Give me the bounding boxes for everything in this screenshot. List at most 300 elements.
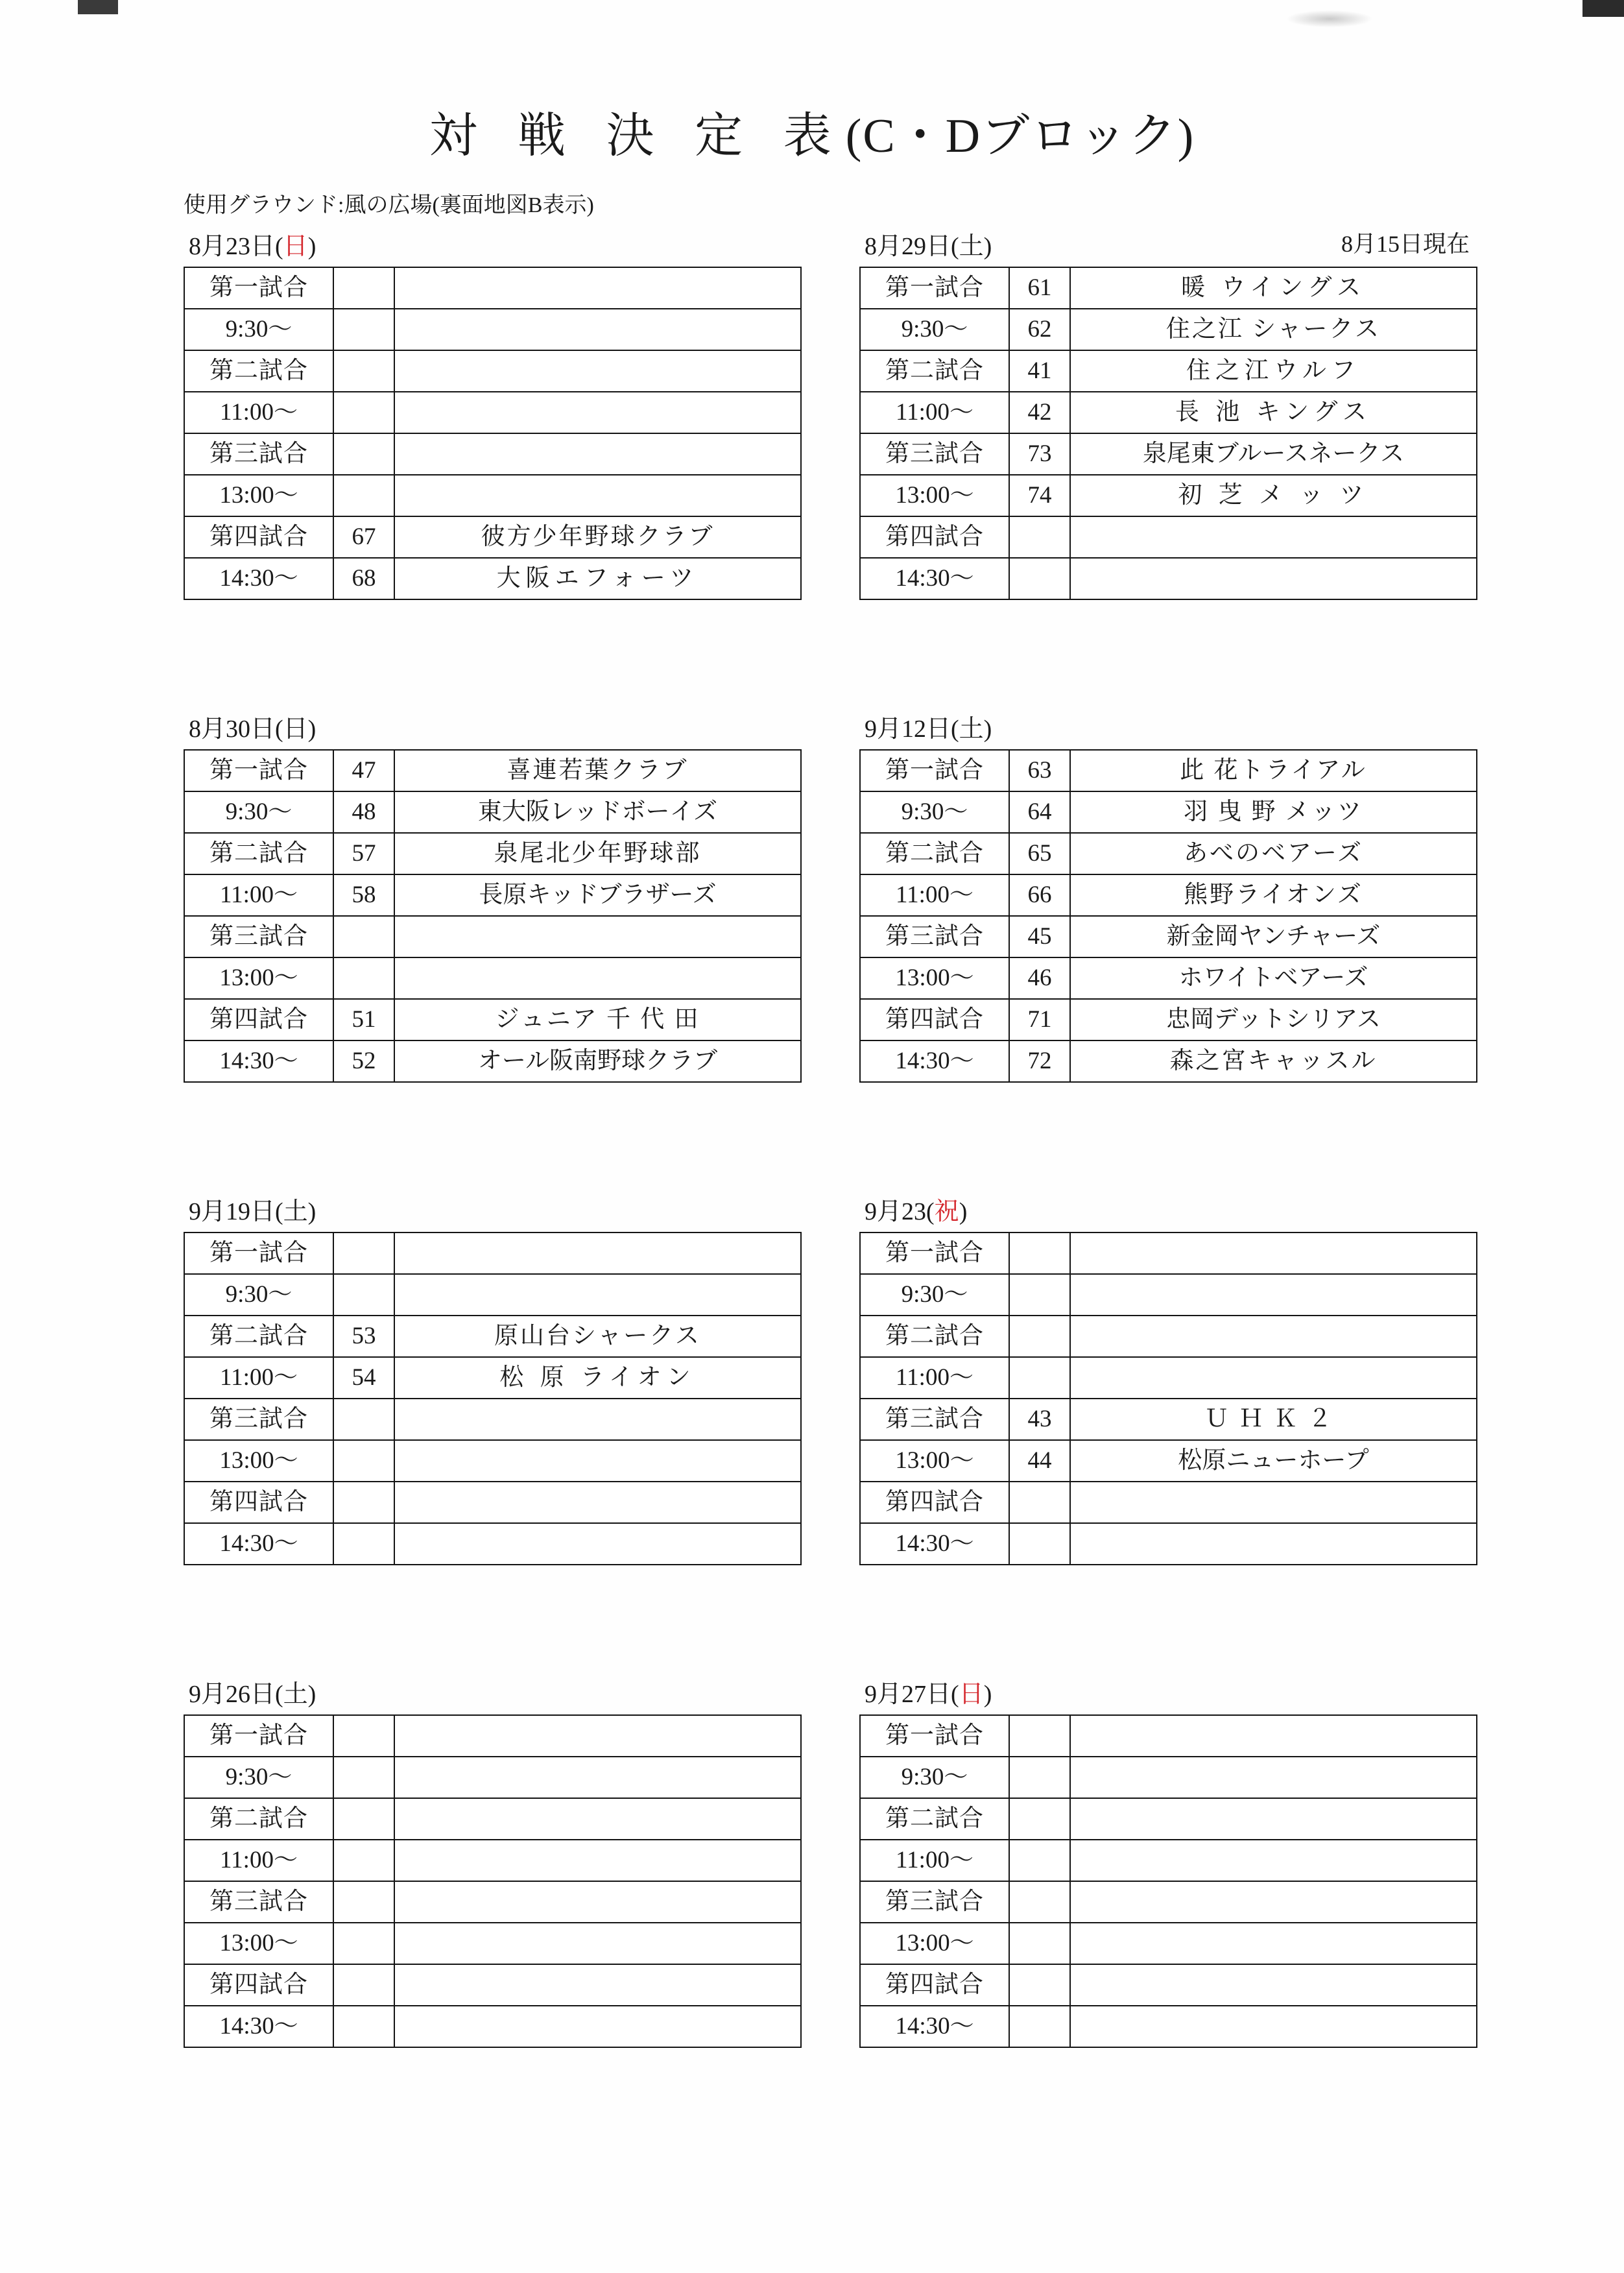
team-number-cell (1009, 1840, 1070, 1881)
table-row (184, 350, 801, 392)
team-number-cell: 65 (1009, 833, 1070, 874)
schedule-table (859, 1714, 1477, 2048)
team-number-cell: 64 (1009, 791, 1070, 833)
team-name-cell (1070, 1357, 1477, 1399)
table-row (860, 475, 1477, 516)
table-row (184, 392, 801, 433)
block-date-text: 8月30日 (189, 716, 276, 743)
slot-label-cell: 第二試合 (184, 1316, 333, 1357)
team-name-cell (394, 1482, 801, 1523)
table-row (184, 1964, 801, 2006)
team-name-cell (1070, 1274, 1477, 1316)
table-row (860, 1274, 1477, 1316)
team-name-cell (1070, 1482, 1477, 1523)
team-number-cell: 46 (1009, 957, 1070, 999)
team-name-cell: 初 芝 メ ッ ツ (1070, 475, 1477, 516)
day-marker-highlight: 日 (283, 233, 308, 260)
slot-label-cell: 第三試合 (860, 433, 1009, 475)
slot-label-cell: 第四試合 (184, 999, 333, 1040)
team-name-cell: 喜連若葉クラブ (394, 750, 801, 791)
table-row (860, 1757, 1477, 1798)
slot-label-cell: 第一試合 (860, 1715, 1009, 1757)
table-row (184, 791, 801, 833)
block-day-of-week: (土) (275, 1198, 316, 1225)
table-row (860, 350, 1477, 392)
team-number-cell: 57 (333, 833, 394, 874)
table-row (184, 750, 801, 791)
scan-smudge (1287, 10, 1372, 27)
team-number-cell: 42 (1009, 392, 1070, 433)
schedule-table (859, 267, 1477, 600)
table-row (184, 1233, 801, 1274)
team-number-cell (1009, 1923, 1070, 1964)
team-name-cell: 住之江ウルフ (1070, 350, 1477, 392)
table-row (860, 1798, 1477, 1840)
schedule-block (184, 708, 796, 1083)
slot-label-cell: 第一試合 (184, 750, 333, 791)
team-number-cell (333, 1482, 394, 1523)
schedule-block (859, 226, 1472, 600)
block-day-of-week: (土) (275, 1681, 316, 1708)
team-number-cell (333, 392, 394, 433)
team-name-cell (1070, 1923, 1477, 1964)
slot-label-cell: 9:30〜 (860, 791, 1009, 833)
schedule-table (859, 1232, 1477, 1565)
slot-label-cell: 11:00〜 (860, 392, 1009, 433)
table-row (184, 1399, 801, 1440)
slot-label-cell: 13:00〜 (184, 957, 333, 999)
table-row (860, 267, 1477, 309)
slot-label-cell: 13:00〜 (184, 475, 333, 516)
table-row (184, 1923, 801, 1964)
slot-label-cell: 14:30〜 (184, 1040, 333, 1082)
team-name-cell (1070, 1964, 1477, 2006)
team-name-cell (394, 916, 801, 957)
table-row (184, 267, 801, 309)
team-name-cell (394, 1757, 801, 1798)
team-number-cell (1009, 1964, 1070, 2006)
slot-label-cell: 第二試合 (860, 833, 1009, 874)
slot-label-cell: 第一試合 (860, 267, 1009, 309)
team-name-cell (394, 1523, 801, 1565)
block-date-label (189, 1674, 796, 1709)
slot-label-cell: 14:30〜 (860, 558, 1009, 599)
block-date-label (189, 708, 796, 744)
team-name-cell: オール阪南野球クラブ (394, 1040, 801, 1082)
slot-label-cell: 第三試合 (860, 916, 1009, 957)
slot-label-cell: 13:00〜 (184, 1923, 333, 1964)
team-number-cell: 43 (1009, 1399, 1070, 1440)
table-row (860, 392, 1477, 433)
block-date-text: 8月23日 (189, 233, 276, 260)
team-name-cell: ジュニア 千 代 田 (394, 999, 801, 1040)
team-number-cell: 58 (333, 874, 394, 916)
team-number-cell (1009, 1798, 1070, 1840)
team-number-cell: 73 (1009, 433, 1070, 475)
slot-label-cell: 第三試合 (184, 433, 333, 475)
team-number-cell: 62 (1009, 309, 1070, 350)
team-name-cell (394, 1923, 801, 1964)
team-name-cell (394, 1715, 801, 1757)
team-name-cell (1070, 1316, 1477, 1357)
team-name-cell: 泉尾東ブルースネークス (1070, 433, 1477, 475)
schedule-table (184, 749, 802, 1083)
slot-label-cell: 11:00〜 (184, 874, 333, 916)
table-row (860, 833, 1477, 874)
table-row (184, 999, 801, 1040)
block-date-text: 9月23 (865, 1198, 927, 1225)
slot-label-cell: 9:30〜 (860, 1757, 1009, 1798)
block-date-label (865, 1191, 1472, 1227)
team-name-cell: 大阪エフォーツ (394, 558, 801, 599)
team-name-cell (394, 2006, 801, 2047)
slot-label-cell: 第三試合 (860, 1399, 1009, 1440)
team-name-cell (1070, 516, 1477, 558)
team-number-cell: 41 (1009, 350, 1070, 392)
table-row (184, 558, 801, 599)
team-number-cell (333, 1440, 394, 1482)
team-number-cell (1009, 2006, 1070, 2047)
slot-label-cell: 第一試合 (184, 1715, 333, 1757)
block-day-of-week: (日) (275, 233, 316, 260)
slot-label-cell: 13:00〜 (860, 1440, 1009, 1482)
team-name-cell (1070, 1840, 1477, 1881)
team-name-cell: 原山台シャークス (394, 1316, 801, 1357)
team-name-cell (1070, 1798, 1477, 1840)
block-date-text: 8月29日 (865, 233, 951, 260)
venue-note: 使用グラウンド:風の広場(裏面地図B表示) (184, 193, 594, 217)
slot-label-cell: 第四試合 (184, 1482, 333, 1523)
slot-label-cell: 9:30〜 (184, 791, 333, 833)
team-number-cell: 67 (333, 516, 394, 558)
slot-label-cell: 第三試合 (860, 1881, 1009, 1923)
slot-label-cell: 第三試合 (184, 1399, 333, 1440)
block-day-of-week: (日) (275, 716, 316, 743)
table-row (184, 1881, 801, 1923)
team-number-cell (333, 1274, 394, 1316)
slot-label-cell: 9:30〜 (860, 309, 1009, 350)
team-number-cell (1009, 1757, 1070, 1798)
slot-label-cell: 第二試合 (860, 1798, 1009, 1840)
team-number-cell: 66 (1009, 874, 1070, 916)
team-name-cell: 新金岡ヤンチャーズ (1070, 916, 1477, 957)
scan-artifact-left (78, 0, 118, 14)
team-name-cell: 森之宮キャッスル (1070, 1040, 1477, 1082)
table-row (860, 791, 1477, 833)
team-name-cell (394, 1233, 801, 1274)
slot-label-cell: 第一試合 (184, 267, 333, 309)
page-title-paren: (C・Dブロック) (845, 110, 1195, 163)
team-number-cell: 63 (1009, 750, 1070, 791)
team-number-cell (333, 1757, 394, 1798)
slot-label-cell: 第四試合 (184, 516, 333, 558)
table-row (860, 1840, 1477, 1881)
team-number-cell (1009, 1715, 1070, 1757)
team-number-cell: 71 (1009, 999, 1070, 1040)
table-row (860, 1881, 1477, 1923)
team-number-cell: 61 (1009, 267, 1070, 309)
team-name-cell: 松原ニューホープ (1070, 1440, 1477, 1482)
block-date-label (189, 226, 796, 261)
team-number-cell (333, 1798, 394, 1840)
slot-label-cell: 13:00〜 (860, 1923, 1009, 1964)
team-number-cell (1009, 1316, 1070, 1357)
slot-label-cell: 第二試合 (860, 1316, 1009, 1357)
team-number-cell (333, 1923, 394, 1964)
table-row (184, 475, 801, 516)
slot-label-cell: 13:00〜 (860, 957, 1009, 999)
page-title-main: 対 戦 決 定 表 (429, 110, 846, 163)
table-row (184, 1316, 801, 1357)
team-number-cell (1009, 1881, 1070, 1923)
schedule-table (184, 1714, 802, 2048)
table-row (184, 874, 801, 916)
table-row (184, 1840, 801, 1881)
slot-label-cell: 14:30〜 (184, 558, 333, 599)
table-row (860, 916, 1477, 957)
team-name-cell (394, 350, 801, 392)
block-date-text: 9月19日 (189, 1198, 276, 1225)
slot-label-cell: 9:30〜 (184, 309, 333, 350)
team-number-cell (1009, 1274, 1070, 1316)
table-row (860, 433, 1477, 475)
table-row (184, 1757, 801, 1798)
slot-label-cell: 第二試合 (184, 350, 333, 392)
team-name-cell (394, 1840, 801, 1881)
team-name-cell (394, 475, 801, 516)
table-row (184, 957, 801, 999)
slot-label-cell: 11:00〜 (860, 1357, 1009, 1399)
slot-label-cell: 11:00〜 (184, 1840, 333, 1881)
slot-label-cell: 14:30〜 (860, 1523, 1009, 1565)
table-row (860, 1357, 1477, 1399)
team-number-cell (333, 1233, 394, 1274)
block-date-text: 9月26日 (189, 1681, 276, 1708)
team-number-cell (333, 957, 394, 999)
table-row (860, 874, 1477, 916)
slot-label-cell: 第四試合 (860, 999, 1009, 1040)
block-date-label (865, 1674, 1472, 1709)
team-name-cell: あべのベアーズ (1070, 833, 1477, 874)
slot-label-cell: 11:00〜 (860, 1840, 1009, 1881)
table-row (860, 1482, 1477, 1523)
team-name-cell (394, 1798, 801, 1840)
team-name-cell (1070, 1715, 1477, 1757)
slot-label-cell: 13:00〜 (184, 1440, 333, 1482)
team-name-cell (1070, 1881, 1477, 1923)
table-row (860, 750, 1477, 791)
block-date-label (189, 1191, 796, 1227)
team-name-cell: 此 花トライアル (1070, 750, 1477, 791)
day-marker-highlight: 日 (959, 1681, 984, 1708)
team-name-cell (1070, 2006, 1477, 2047)
table-row (184, 309, 801, 350)
team-number-cell: 72 (1009, 1040, 1070, 1082)
team-name-cell (1070, 1523, 1477, 1565)
block-day-of-week: (土) (951, 233, 992, 260)
team-number-cell (333, 267, 394, 309)
team-number-cell (333, 2006, 394, 2047)
slot-label-cell: 14:30〜 (860, 2006, 1009, 2047)
schedule-table (184, 267, 802, 600)
team-name-cell: 東大阪レッドボーイズ (394, 791, 801, 833)
table-row (184, 833, 801, 874)
team-name-cell: 羽 曳 野 メッツ (1070, 791, 1477, 833)
slot-label-cell: 第四試合 (860, 516, 1009, 558)
day-marker-highlight: 祝 (934, 1198, 959, 1225)
schedule-table (859, 749, 1477, 1083)
table-row (860, 309, 1477, 350)
as-of-date: 8月15日現在 (1341, 231, 1470, 257)
team-number-cell (1009, 1357, 1070, 1399)
table-row (184, 516, 801, 558)
table-row (184, 1482, 801, 1523)
slot-label-cell: 11:00〜 (184, 392, 333, 433)
scan-artifact-right (1582, 0, 1624, 17)
slot-label-cell: 第一試合 (860, 1233, 1009, 1274)
table-row (860, 1715, 1477, 1757)
team-number-cell: 74 (1009, 475, 1070, 516)
team-name-cell (1070, 1757, 1477, 1798)
block-date-label (865, 708, 1472, 744)
team-name-cell: 長 池 キングス (1070, 392, 1477, 433)
slot-label-cell: 9:30〜 (184, 1274, 333, 1316)
slot-label-cell: 11:00〜 (860, 874, 1009, 916)
block-date-label (865, 226, 1472, 261)
table-row (184, 1040, 801, 1082)
team-name-cell (1070, 1233, 1477, 1274)
team-number-cell (333, 350, 394, 392)
table-row (860, 1233, 1477, 1274)
team-number-cell: 47 (333, 750, 394, 791)
table-row (860, 1440, 1477, 1482)
slot-label-cell: 第四試合 (860, 1964, 1009, 2006)
team-number-cell (333, 309, 394, 350)
team-name-cell: 泉尾北少年野球部 (394, 833, 801, 874)
team-number-cell: 48 (333, 791, 394, 833)
team-number-cell (333, 1964, 394, 2006)
schedule-block (859, 1191, 1472, 1565)
slot-label-cell: 9:30〜 (184, 1757, 333, 1798)
team-name-cell (394, 392, 801, 433)
table-row (184, 1440, 801, 1482)
team-number-cell: 45 (1009, 916, 1070, 957)
slot-label-cell: 第二試合 (184, 833, 333, 874)
slot-label-cell: 第二試合 (860, 350, 1009, 392)
table-row (860, 1399, 1477, 1440)
team-name-cell: 長原キッドブラザーズ (394, 874, 801, 916)
team-name-cell: 住之江 シャークス (1070, 309, 1477, 350)
team-number-cell: 51 (333, 999, 394, 1040)
slot-label-cell: 第一試合 (184, 1233, 333, 1274)
team-name-cell (394, 1440, 801, 1482)
team-name-cell: 彼方少年野球クラブ (394, 516, 801, 558)
team-number-cell (1009, 1523, 1070, 1565)
schedule-block (859, 1674, 1472, 2048)
slot-label-cell: 第一試合 (860, 750, 1009, 791)
table-row (184, 1715, 801, 1757)
team-number-cell: 54 (333, 1357, 394, 1399)
team-name-cell: 忠岡デットシリアス (1070, 999, 1477, 1040)
slot-label-cell: 第三試合 (184, 1881, 333, 1923)
slot-label-cell: 第四試合 (184, 1964, 333, 2006)
table-row (860, 1523, 1477, 1565)
schedule-block (184, 1674, 796, 2048)
team-name-cell (394, 1964, 801, 2006)
table-row (184, 1523, 801, 1565)
team-name-cell (394, 1881, 801, 1923)
table-row (860, 999, 1477, 1040)
team-name-cell (394, 309, 801, 350)
team-name-cell: 熊野ライオンズ (1070, 874, 1477, 916)
team-number-cell: 53 (333, 1316, 394, 1357)
team-number-cell (333, 1840, 394, 1881)
table-row (860, 1923, 1477, 1964)
slot-label-cell: 9:30〜 (860, 1274, 1009, 1316)
slot-label-cell: 14:30〜 (184, 2006, 333, 2047)
team-number-cell (1009, 1233, 1070, 1274)
slot-label-cell: 14:30〜 (860, 1040, 1009, 1082)
table-row (184, 916, 801, 957)
table-row (860, 558, 1477, 599)
team-number-cell (333, 1715, 394, 1757)
team-name-cell: ＵＨＫ２ (1070, 1399, 1477, 1440)
slot-label-cell: 第四試合 (860, 1482, 1009, 1523)
schedule-block (184, 226, 796, 600)
team-number-cell: 68 (333, 558, 394, 599)
schedule-block (184, 1191, 796, 1565)
team-number-cell (333, 1399, 394, 1440)
team-name-cell (394, 433, 801, 475)
table-row (860, 1316, 1477, 1357)
block-day-of-week: (日) (951, 1681, 992, 1708)
team-number-cell (1009, 1482, 1070, 1523)
table-row (860, 1040, 1477, 1082)
block-day-of-week: (土) (951, 716, 992, 743)
block-day-of-week: (祝) (926, 1198, 968, 1225)
table-row (860, 1964, 1477, 2006)
team-name-cell: ホワイトベアーズ (1070, 957, 1477, 999)
slot-label-cell: 14:30〜 (184, 1523, 333, 1565)
table-row (184, 433, 801, 475)
team-number-cell: 52 (333, 1040, 394, 1082)
team-number-cell (333, 1881, 394, 1923)
slot-label-cell: 13:00〜 (860, 475, 1009, 516)
team-number-cell (333, 916, 394, 957)
team-name-cell: 暖 ウイングス (1070, 267, 1477, 309)
table-row (860, 2006, 1477, 2047)
block-date-text: 9月27日 (865, 1681, 951, 1708)
team-number-cell (333, 1523, 394, 1565)
team-name-cell (394, 1399, 801, 1440)
table-row (860, 957, 1477, 999)
team-name-cell (1070, 558, 1477, 599)
table-row (184, 1357, 801, 1399)
team-number-cell (1009, 516, 1070, 558)
team-number-cell (333, 475, 394, 516)
team-number-cell: 44 (1009, 1440, 1070, 1482)
block-date-text: 9月12日 (865, 716, 951, 743)
team-number-cell (333, 433, 394, 475)
slot-label-cell: 11:00〜 (184, 1357, 333, 1399)
page-title (0, 97, 1624, 166)
slot-label-cell: 第三試合 (184, 916, 333, 957)
table-row (184, 1274, 801, 1316)
team-name-cell: 松 原 ライオン (394, 1357, 801, 1399)
team-name-cell (394, 267, 801, 309)
slot-label-cell: 第二試合 (184, 1798, 333, 1840)
table-row (860, 516, 1477, 558)
